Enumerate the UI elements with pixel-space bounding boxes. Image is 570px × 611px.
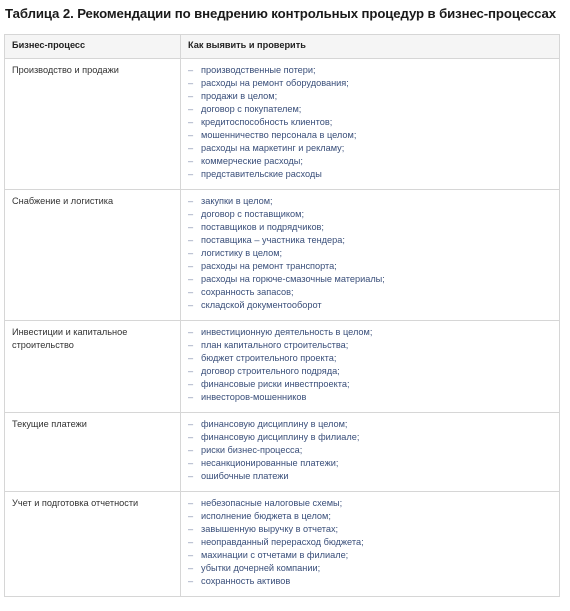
dash-marker: – <box>188 196 194 206</box>
dash-marker: – <box>188 156 194 166</box>
dash-marker: – <box>188 222 194 232</box>
list-item <box>188 247 552 260</box>
dash-marker: – <box>188 287 194 297</box>
list-item <box>188 155 552 168</box>
list-item-text: инвестиционную деятельность в целом; <box>201 327 373 337</box>
table-row <box>5 59 560 190</box>
dash-marker: – <box>188 209 194 219</box>
list-item <box>188 195 552 208</box>
dash-marker: – <box>188 104 194 114</box>
list-item-text: расходы на маркетинг и рекламу; <box>201 143 345 153</box>
dash-marker: – <box>188 130 194 140</box>
checks-cell <box>181 413 560 492</box>
dash-marker: – <box>188 432 194 442</box>
list-item <box>188 64 552 77</box>
checks-cell <box>181 190 560 321</box>
table-row <box>5 492 560 597</box>
list-item <box>188 286 552 299</box>
dash-marker: – <box>188 91 194 101</box>
dash-marker: – <box>188 78 194 88</box>
table-title: Таблица 2. Рекомендации по внедрению контрольных процедур в бизнес-процессах <box>5 6 556 21</box>
dash-marker: – <box>188 261 194 271</box>
table-row <box>5 413 560 492</box>
dash-marker: – <box>188 458 194 468</box>
list-item-text: производственные потери; <box>201 65 316 75</box>
list-item-text: ошибочные платежи <box>201 471 289 481</box>
list-item-text: финансовые риски инвестпроекта; <box>201 379 350 389</box>
checks-list <box>188 64 552 181</box>
list-item-text: исполнение бюджета в целом; <box>201 511 331 521</box>
list-item-text: мошенничество персонала в целом; <box>201 130 357 140</box>
dash-marker: – <box>188 471 194 481</box>
list-item-text: финансовую дисциплину в целом; <box>201 419 348 429</box>
list-item-text: финансовую дисциплину в филиале; <box>201 432 360 442</box>
dash-marker: – <box>188 366 194 376</box>
list-item <box>188 549 552 562</box>
list-item-text: сохранность запасов; <box>201 287 294 297</box>
list-item-text: кредитоспособность клиентов; <box>201 117 333 127</box>
list-item-text: логистику в целом; <box>201 248 283 258</box>
dash-marker: – <box>188 169 194 179</box>
dash-marker: – <box>188 353 194 363</box>
list-item <box>188 510 552 523</box>
dash-marker: – <box>188 563 194 573</box>
dash-marker: – <box>188 550 194 560</box>
list-item-text: инвесторов-мошенников <box>201 392 307 402</box>
checks-cell <box>181 492 560 597</box>
dash-marker: – <box>188 498 194 508</box>
list-item <box>188 444 552 457</box>
column-header-process: Бизнес-процесс <box>5 35 181 59</box>
checks-list <box>188 195 552 312</box>
checks-list <box>188 418 552 483</box>
dash-marker: – <box>188 248 194 258</box>
list-item <box>188 431 552 444</box>
list-item-text: небезопасные налоговые схемы; <box>201 498 343 508</box>
dash-marker: – <box>188 340 194 350</box>
list-item <box>188 352 552 365</box>
list-item <box>188 391 552 404</box>
list-item <box>188 497 552 510</box>
list-item-text: поставщика – участника тендера; <box>201 235 345 245</box>
dash-marker: – <box>188 327 194 337</box>
list-item-text: договор с покупателем; <box>201 104 302 114</box>
list-item-text: бюджет строительного проекта; <box>201 353 337 363</box>
dash-marker: – <box>188 274 194 284</box>
checks-list <box>188 326 552 404</box>
list-item <box>188 470 552 483</box>
list-item <box>188 457 552 470</box>
dash-marker: – <box>188 537 194 547</box>
list-item-text: коммерческие расходы; <box>201 156 303 166</box>
list-item-text: расходы на ремонт транспорта; <box>201 261 337 271</box>
process-cell: Учет и подготовка отчетности <box>5 492 181 597</box>
dash-marker: – <box>188 511 194 521</box>
procedures-table <box>4 34 560 597</box>
list-item <box>188 273 552 286</box>
list-item <box>188 142 552 155</box>
process-cell: Текущие платежи <box>5 413 181 492</box>
list-item-text: неоправданный перерасход бюджета; <box>201 537 364 547</box>
list-item-text: сохранность активов <box>201 576 291 586</box>
table-row <box>5 190 560 321</box>
list-item <box>188 77 552 90</box>
list-item <box>188 339 552 352</box>
list-item-text: закупки в целом; <box>201 196 273 206</box>
table-row <box>5 321 560 413</box>
list-item-text: махинации с отчетами в филиале; <box>201 550 349 560</box>
list-item-text: складской документооборот <box>201 300 322 310</box>
checks-cell <box>181 59 560 190</box>
checks-list <box>188 497 552 588</box>
dash-marker: – <box>188 392 194 402</box>
dash-marker: – <box>188 445 194 455</box>
dash-marker: – <box>188 65 194 75</box>
list-item-text: план капитального строительства; <box>201 340 349 350</box>
process-cell: Производство и продажи <box>5 59 181 190</box>
checks-cell <box>181 321 560 413</box>
list-item-text: убытки дочерней компании; <box>201 563 321 573</box>
list-item <box>188 221 552 234</box>
dash-marker: – <box>188 379 194 389</box>
header-row <box>5 35 560 59</box>
list-item <box>188 260 552 273</box>
column-header-how-to-check: Как выявить и проверить <box>181 35 560 59</box>
dash-marker: – <box>188 300 194 310</box>
dash-marker: – <box>188 143 194 153</box>
dash-marker: – <box>188 419 194 429</box>
list-item-text: представительские расходы <box>201 169 322 179</box>
list-item <box>188 103 552 116</box>
process-cell: Снабжение и логистика <box>5 190 181 321</box>
list-item <box>188 365 552 378</box>
list-item-text: договор с поставщиком; <box>201 209 304 219</box>
list-item <box>188 168 552 181</box>
list-item <box>188 378 552 391</box>
list-item <box>188 116 552 129</box>
list-item <box>188 129 552 142</box>
dash-marker: – <box>188 576 194 586</box>
list-item <box>188 523 552 536</box>
process-cell: Инвестиции и капитальное строительство <box>5 321 181 413</box>
list-item <box>188 418 552 431</box>
list-item <box>188 575 552 588</box>
list-item-text: договор строительного подряда; <box>201 366 340 376</box>
dash-marker: – <box>188 117 194 127</box>
list-item-text: расходы на горюче-смазочные материалы; <box>201 274 385 284</box>
list-item-text: расходы на ремонт оборудования; <box>201 78 349 88</box>
dash-marker: – <box>188 235 194 245</box>
list-item-text: риски бизнес-процесса; <box>201 445 303 455</box>
list-item <box>188 536 552 549</box>
list-item <box>188 326 552 339</box>
list-item <box>188 208 552 221</box>
list-item <box>188 234 552 247</box>
dash-marker: – <box>188 524 194 534</box>
list-item <box>188 90 552 103</box>
list-item-text: продажи в целом; <box>201 91 278 101</box>
list-item-text: завышенную выручку в отчетах; <box>201 524 339 534</box>
list-item-text: несанкционированные платежи; <box>201 458 339 468</box>
list-item-text: поставщиков и подрядчиков; <box>201 222 324 232</box>
list-item <box>188 299 552 312</box>
list-item <box>188 562 552 575</box>
